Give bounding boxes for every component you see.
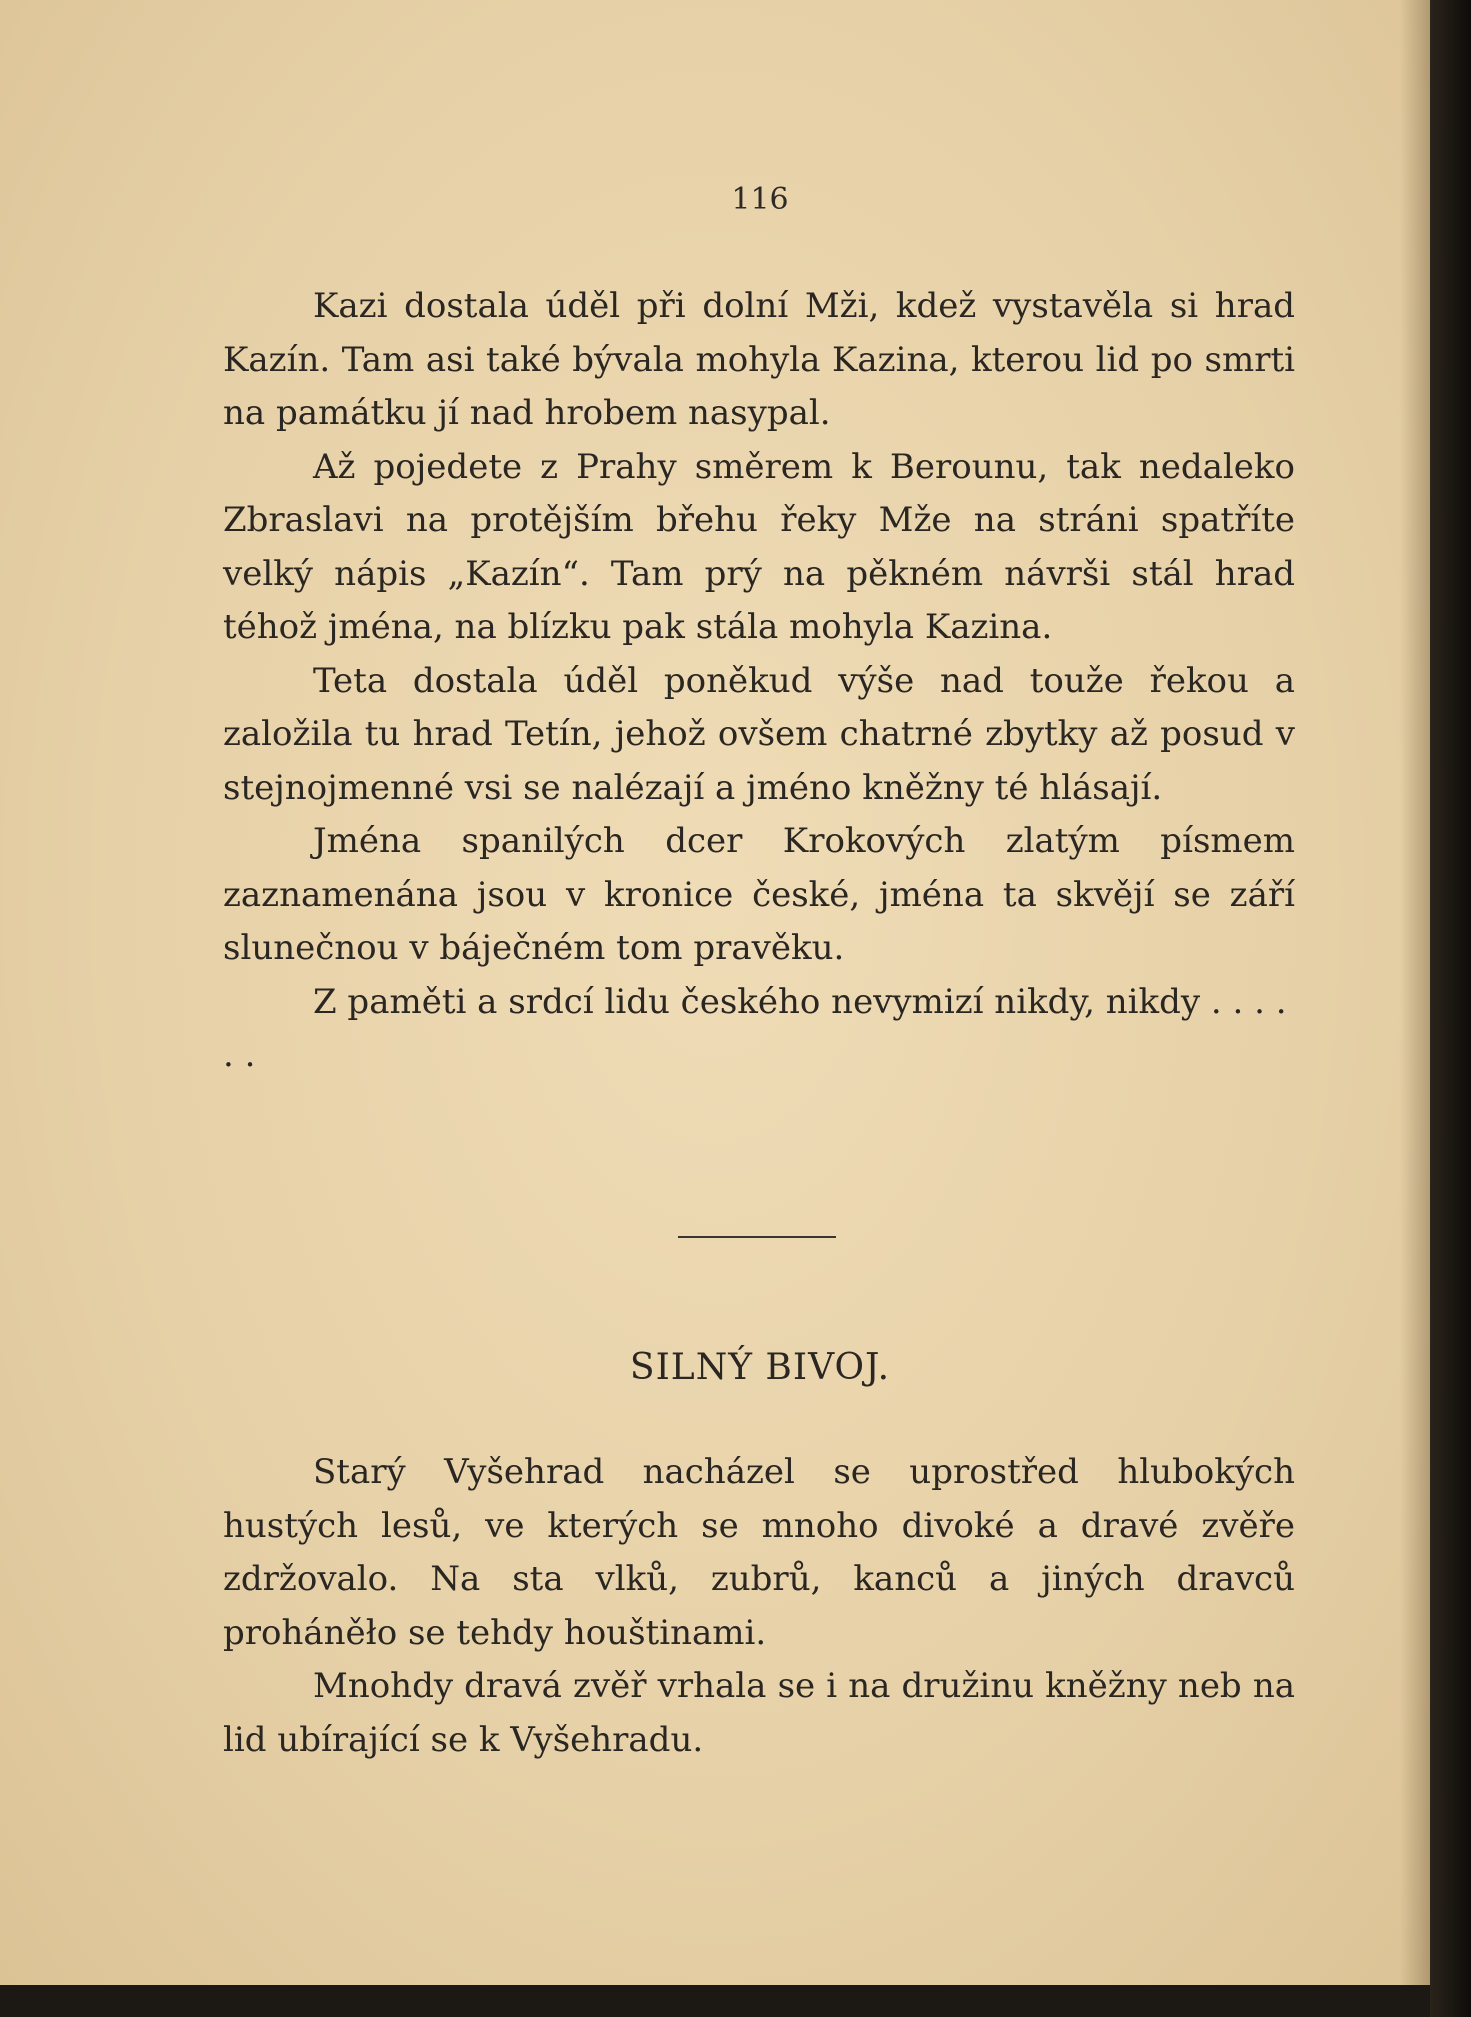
paragraph: Starý Vyšehrad nacházel se uprostřed hlubokých hustých lesů, ve kterých se mnoho divoké a dravé zvěře zdržovalo. Na sta vlků, zubrů, kanců a jiných dravců proháněło se tehdy houštinami. [223, 1452, 1295, 1653]
paragraph: Kazi dostala úděl při dolní Mži, kdež vystavěla si hrad Kazín. Tam asi také bývala mohyla Kazina, kterou lid po smrti na památku jí nad hrobem nasypal. [223, 286, 1295, 433]
page-edge-shadow [1400, 0, 1430, 1985]
paragraph: Z paměti a srdcí lidu českého nevymizí nikdy, nikdy . . . . . . [223, 981, 1287, 1075]
text-block-bottom [223, 1446, 1295, 1767]
paragraph: Jména spanilých dcer Krokových zlatým písmem zaznamenána jsou v kronice české, jména ta skvějí se září slunečnou v báječném tom pravěku. [223, 821, 1295, 968]
paragraph: Až pojedete z Prahy směrem k Berounu, tak nedaleko Zbraslavi na protějším břehu řeky Mže na stráni spatříte velký nápis „Kazín“. Tam prý na pěkném návrši stál hrad téhož jména, na blízku pak stála mohyla Kazina. [223, 446, 1295, 647]
text-block-top [223, 280, 1295, 1083]
section-divider [678, 1236, 836, 1238]
chapter-title: SILNÝ BIVOJ. [629, 1347, 891, 1388]
book-spine [1430, 0, 1471, 2017]
paragraph: Mnohdy dravá zvěř vrhala se i na družinu kněžny neb na lid ubírající se k Vyšehradu. [223, 1666, 1295, 1760]
page-number: 116 [731, 182, 789, 217]
paragraph: Teta dostala úděl poněkud výše nad touže řekou a založila tu hrad Tetín, jehož ovšem chatrné zbytky až posud v stejnojmenné vsi se nalézají a jméno kněžny té hlásají. [223, 660, 1295, 808]
